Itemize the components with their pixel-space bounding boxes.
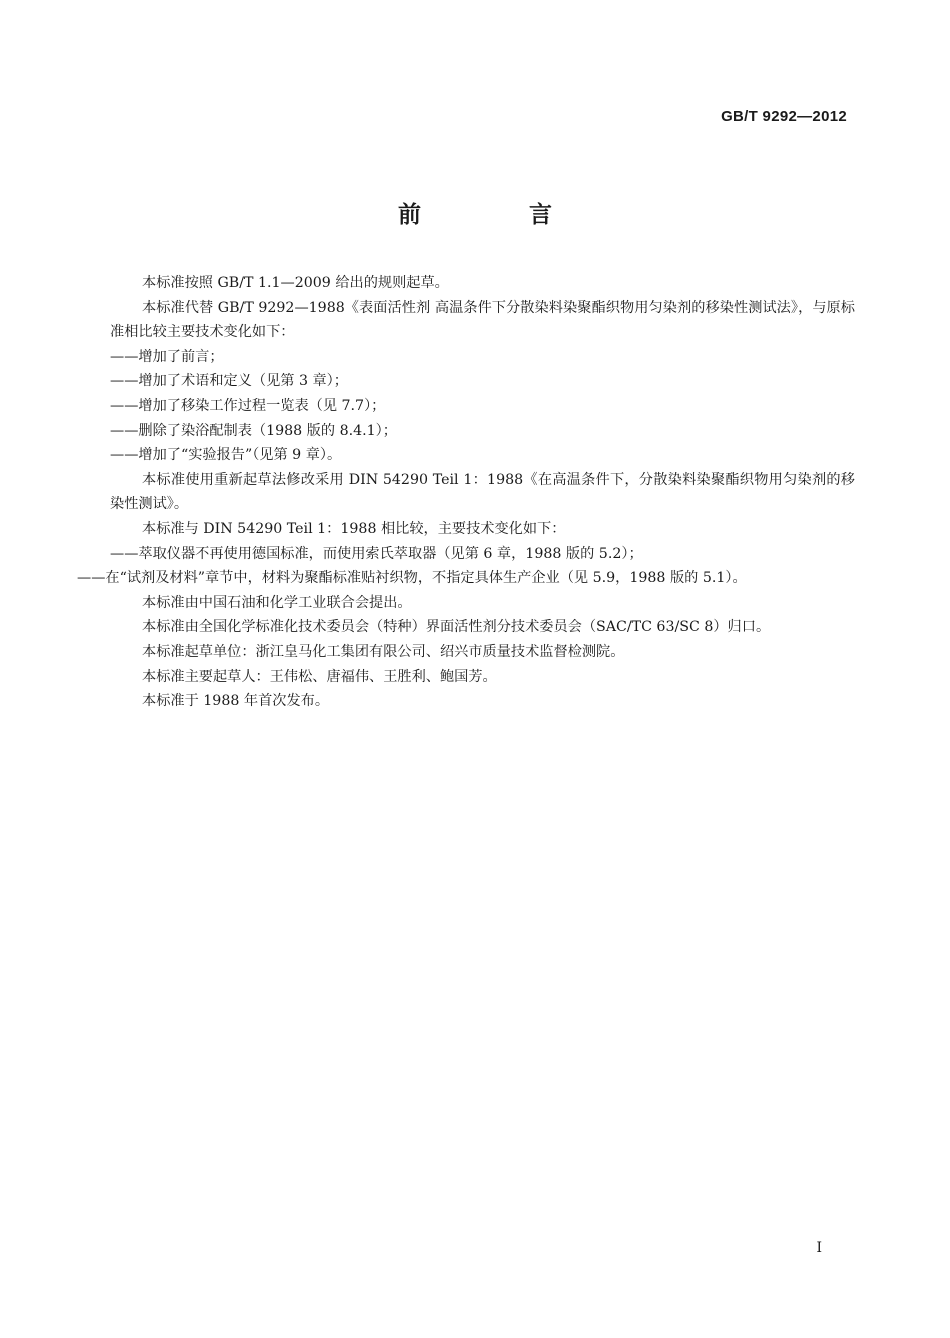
change-item: ——萃取仪器不再使用德国标准，而使用索氏萃取器（见第 6 章，1988 版的 5.2）；	[110, 545, 643, 562]
page-title: 前 言	[397, 202, 602, 228]
paragraph-replaces: 本标准代替 GB/T 9292—1988《表面活性剂 高温条件下分散染料染聚酯织物用匀染剂的移染性测试法》，与原标准相比较主要技术变化如下：	[110, 299, 855, 341]
paragraph-drafters: 本标准主要起草人：王伟松、唐福伟、王胜利、鲍国芳。	[142, 668, 497, 685]
change-item: ——增加了移染工作过程一览表（见 7.7）；	[110, 397, 386, 414]
foreword-body	[77, 271, 855, 714]
change-item: ——增加了“实验报告”（见第 9 章）。	[110, 447, 342, 464]
paragraph-comparison: 本标准与 DIN 54290 Teil 1：1988 相比较，主要技术变化如下：	[142, 520, 566, 537]
page-number: I	[816, 1240, 822, 1256]
paragraph-drafting-units: 本标准起草单位：浙江皇马化工集团有限公司、绍兴市质量技术监督检测院。	[142, 643, 625, 660]
change-item: ——在“试剂及材料”章节中，材料为聚酯标准贴衬织物，不指定具体生产企业（见 5.9，1988 版的 5.1）。	[77, 570, 747, 587]
change-item: ——删除了染浴配制表（1988 版的 8.4.1）；	[110, 422, 397, 439]
paragraph-first-release: 本标准于 1988 年首次发布。	[142, 693, 330, 710]
standard-code: GB/T 9292—2012	[721, 108, 847, 125]
paragraph-drafting-rules: 本标准按照 GB/T 1.1—2009 给出的规则起草。	[142, 275, 449, 291]
change-item: ——增加了前言；	[110, 348, 224, 365]
paragraph-proposer: 本标准由中国石油和化学工业联合会提出。	[142, 594, 412, 611]
paragraph-committee: 本标准由全国化学标准化技术委员会（特种）界面活性剂分技术委员会（SAC/TC 63/SC 8）归口。	[142, 619, 771, 636]
change-item: ——增加了术语和定义（见第 3 章）；	[110, 373, 348, 390]
paragraph-adoption: 本标准使用重新起草法修改采用 DIN 54290 Teil 1：1988《在高温条件下，分散染料染聚酯织物用匀染剂的移染性测试》。	[110, 471, 855, 513]
